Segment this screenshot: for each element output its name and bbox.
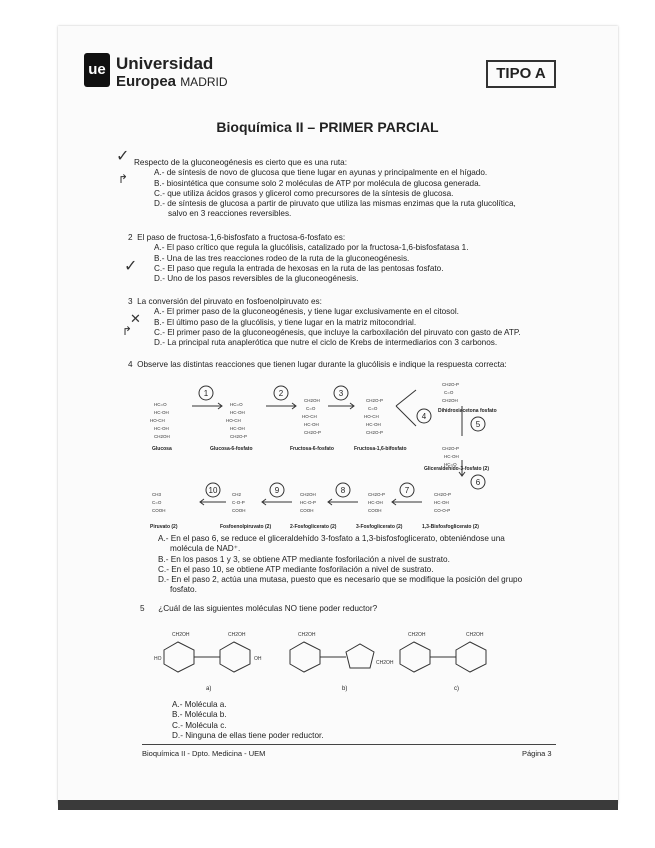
svg-text:CO-O-P: CO-O-P bbox=[434, 508, 451, 513]
label-fructosa-16-bifosfato: Fructosa-1,6-bifosfato bbox=[354, 446, 407, 452]
svg-text:C=O: C=O bbox=[444, 390, 454, 395]
question-5-options bbox=[172, 700, 324, 741]
svg-text:CH2O-P: CH2O-P bbox=[304, 430, 322, 435]
svg-text:HC-OH: HC-OH bbox=[230, 426, 245, 431]
step-10: 10 bbox=[208, 486, 218, 495]
svg-text:CH2OH: CH2OH bbox=[300, 492, 316, 497]
svg-text:COOH: COOH bbox=[300, 508, 314, 513]
svg-text:CH2O-P: CH2O-P bbox=[230, 434, 248, 439]
option-b: B.- En los pasos 1 y 3, se obtiene ATP mediante fosforilación a nivel de sustrato. bbox=[158, 554, 450, 564]
step-3: 3 bbox=[338, 389, 344, 398]
check-mark-icon: ✓ bbox=[116, 148, 130, 165]
option-d: D.- Uno de los pasos reversibles de la gluconeogénesis. bbox=[154, 274, 359, 284]
question-stem: La conversión del piruvato en fosfoenolpiruvato es: bbox=[137, 297, 322, 306]
question-4-options bbox=[158, 534, 522, 596]
option-d: D.- Ninguna de ellas tiene poder reductor. bbox=[172, 730, 324, 740]
svg-text:HC-OH: HC-OH bbox=[154, 426, 169, 431]
label-13-bisfosfoglicerato: 1,3-Bisfosfoglicerato (2) bbox=[422, 524, 479, 530]
question-1 bbox=[134, 158, 516, 220]
question-number: 2 bbox=[128, 233, 133, 242]
question-number: 3 bbox=[128, 297, 133, 306]
label-dihidroxiacetona-fosfato: Dihidroxiacetona fosfato bbox=[438, 408, 497, 414]
option-a: A.- El primer paso de la gluconeogénesis, y tiene lugar exclusivamente en el citosol. bbox=[154, 307, 459, 317]
step-6: 6 bbox=[475, 478, 481, 487]
step-9: 9 bbox=[274, 486, 280, 495]
label-fosfoenolpiruvato: Fosfoenolpiruvato (2) bbox=[220, 524, 272, 530]
svg-text:HC-O-P: HC-O-P bbox=[300, 500, 316, 505]
option-d: D.- En el paso 2, actúa una mutasa, puesto que es necesario que se modifique la posición del grupo bbox=[158, 575, 523, 585]
svg-text:HC-OH: HC-OH bbox=[304, 422, 319, 427]
arrow-mark-icon: ↱ bbox=[118, 172, 129, 186]
option-d-cont: salvo en 3 reacciones reversibles. bbox=[168, 209, 292, 219]
svg-text:HC=O: HC=O bbox=[444, 462, 457, 467]
svg-text:CH2OH: CH2OH bbox=[154, 434, 170, 439]
svg-text:HC-OH: HC-OH bbox=[444, 454, 459, 459]
step-1: 1 bbox=[203, 389, 209, 398]
label-glucosa-6-fosfato: Glucosa-6-fosfato bbox=[210, 446, 253, 452]
option-d-cont: fosfato. bbox=[170, 585, 197, 595]
svg-text:HC-OH: HC-OH bbox=[434, 500, 449, 505]
svg-text:HC-OH: HC-OH bbox=[368, 500, 383, 505]
question-4 bbox=[128, 360, 507, 370]
question-stem: El paso de fructosa-1,6-bisfosfato a fructosa-6-fosfato es: bbox=[137, 233, 346, 242]
question-number: 4 bbox=[128, 360, 133, 369]
option-a: A.- En el paso 6, se reduce el gliceraldehído 3-fosfato a 1,3-bisfosfoglicerato, obteniéndose una bbox=[158, 534, 505, 543]
svg-text:HO-CH: HO-CH bbox=[226, 418, 241, 423]
svg-text:COOH: COOH bbox=[232, 508, 246, 513]
exam-title: Bioquímica II – PRIMER PARCIAL bbox=[216, 119, 439, 135]
option-d: D.- La principal ruta anaplerótica que nutre el ciclo de Krebs de intermediarios con 3 carbonos. bbox=[154, 338, 498, 348]
option-c: C.- En el paso 10, se obtiene ATP mediante fosforilación a nivel de sustrato. bbox=[158, 564, 434, 574]
page-number: Página 3 bbox=[522, 749, 552, 758]
svg-text:CH3: CH3 bbox=[152, 492, 162, 497]
svg-text:C-O-P: C-O-P bbox=[232, 500, 245, 505]
question-stem: Observe las distintas reacciones que tienen lugar durante la glucólisis e indique la respuesta correcta: bbox=[137, 360, 507, 369]
svg-text:C=O: C=O bbox=[152, 500, 162, 505]
step-8: 8 bbox=[340, 486, 346, 495]
molecule-b-label: b) bbox=[342, 686, 348, 692]
scan-shadow-bar bbox=[58, 800, 618, 810]
svg-text:CH2O-P: CH2O-P bbox=[366, 430, 384, 435]
svg-text:CH2OH: CH2OH bbox=[298, 632, 316, 638]
sugar-structures bbox=[150, 624, 530, 696]
option-b: B.- El último paso de la glucólisis, y tiene lugar en la matriz mitocondrial. bbox=[154, 317, 417, 327]
option-c: C.- El primer paso de la gluconeogénesis, que incluye la carboxilación del piruvato con gasto de ATP. bbox=[154, 327, 521, 337]
svg-text:CH2OH: CH2OH bbox=[228, 632, 246, 638]
glycolysis-diagram bbox=[140, 378, 520, 530]
svg-text:CH2OH: CH2OH bbox=[466, 632, 484, 638]
svg-text:COOH: COOH bbox=[368, 508, 382, 513]
option-a: A.- El paso crítico que regula la glucólisis, catalizado por la fructosa-1,6-bisfosfatasa 1. bbox=[154, 243, 469, 253]
svg-text:HO-CH: HO-CH bbox=[302, 414, 317, 419]
svg-text:OH: OH bbox=[254, 656, 262, 662]
step-7: 7 bbox=[404, 486, 410, 495]
step-5: 5 bbox=[475, 420, 481, 429]
option-a: A.- de síntesis de novo de glucosa que tiene lugar en ayunas y principalmente en el hígado. bbox=[154, 168, 488, 178]
label-piruvato: Piruvato (2) bbox=[150, 524, 178, 530]
label-gliceraldehido-3-fosfato: Gliceraldehído-3-fosfato (2) bbox=[424, 466, 490, 472]
svg-text:HO: HO bbox=[154, 656, 162, 662]
option-b: B.- Molécula b. bbox=[172, 710, 227, 720]
footer-course: Bioquímica II - Dpto. Medicina - UEM bbox=[142, 749, 266, 758]
svg-text:HO-CH: HO-CH bbox=[150, 418, 165, 423]
arrow-mark-icon: ↱ bbox=[122, 324, 133, 338]
question-2 bbox=[128, 233, 468, 284]
option-b: B.- biosintética que consume solo 2 moléculas de ATP por molécula de glucosa generada. bbox=[154, 178, 481, 188]
svg-text:CH2: CH2 bbox=[232, 492, 242, 497]
svg-text:C=O: C=O bbox=[306, 406, 316, 411]
svg-text:CH2OH: CH2OH bbox=[304, 398, 320, 403]
step-4: 4 bbox=[421, 412, 427, 421]
university-name-2: Europea MADRID bbox=[116, 73, 228, 90]
exam-type-box: TIPO A bbox=[486, 60, 556, 88]
svg-text:HC-OH: HC-OH bbox=[230, 410, 245, 415]
svg-text:CH2O-P: CH2O-P bbox=[434, 492, 452, 497]
molecule-a-label: a) bbox=[206, 686, 212, 692]
svg-text:HC-OH: HC-OH bbox=[366, 422, 381, 427]
svg-text:HC-OH: HC-OH bbox=[154, 410, 169, 415]
option-c: C.- El paso que regula la entrada de hexosas en la ruta de las pentosas fosfato. bbox=[154, 263, 444, 273]
question-stem: Respecto de la gluconeogénesis es cierto que es una ruta: bbox=[134, 158, 348, 167]
label-glucosa: Glucosa bbox=[152, 446, 172, 452]
footer-rule bbox=[142, 744, 556, 745]
option-d: D.- de síntesis de glucosa a partir de piruvato que utiliza las mismas enzimas que la ruta glucolítica, bbox=[154, 199, 516, 209]
option-b: B.- Una de las tres reacciones rodeo de la ruta de la gluconeogénesis. bbox=[154, 253, 410, 263]
svg-text:HC=O: HC=O bbox=[230, 402, 243, 407]
svg-text:HO-CH: HO-CH bbox=[364, 414, 379, 419]
svg-text:CH2OH: CH2OH bbox=[442, 398, 458, 403]
label-fructosa-6-fosfato: Fructosa-6-fosfato bbox=[290, 446, 334, 452]
svg-text:C=O: C=O bbox=[368, 406, 378, 411]
svg-text:CH2O-P: CH2O-P bbox=[442, 382, 460, 387]
svg-text:COOH: COOH bbox=[152, 508, 166, 513]
question-5 bbox=[140, 604, 377, 614]
question-number: 5 bbox=[140, 604, 145, 613]
option-c: C.- que utiliza ácidos grasos y glicerol como precursores de la síntesis de glucosa. bbox=[154, 188, 454, 198]
option-a-cont: molécula de NAD⁺. bbox=[170, 544, 241, 554]
svg-text:CH2O-P: CH2O-P bbox=[366, 398, 384, 403]
question-3 bbox=[128, 297, 521, 348]
svg-text:CH2OH: CH2OH bbox=[172, 632, 190, 638]
university-logo: ue bbox=[84, 53, 110, 87]
option-c: C.- Molécula c. bbox=[172, 720, 227, 730]
option-a: A.- Molécula a. bbox=[172, 700, 227, 709]
label-2-fosfoglicerato: 2-Fosfoglicerato (2) bbox=[290, 524, 337, 530]
question-stem: ¿Cuál de las siguientes moléculas NO tiene poder reductor? bbox=[158, 604, 378, 613]
svg-text:CH2OH: CH2OH bbox=[408, 632, 426, 638]
step-2: 2 bbox=[278, 389, 284, 398]
svg-text:CH2O-P: CH2O-P bbox=[368, 492, 386, 497]
university-name: Universidad bbox=[116, 54, 214, 73]
svg-text:CH2O-P: CH2O-P bbox=[442, 446, 460, 451]
label-3-fosfoglicerato: 3-Fosfoglicerato (2) bbox=[356, 524, 403, 530]
svg-text:HC=O: HC=O bbox=[154, 402, 167, 407]
molecule-c-label: c) bbox=[454, 686, 459, 692]
check-mark-icon: ✓ bbox=[124, 258, 138, 275]
cross-mark-icon: ✕ bbox=[130, 311, 141, 326]
svg-text:CH2OH: CH2OH bbox=[376, 660, 394, 666]
